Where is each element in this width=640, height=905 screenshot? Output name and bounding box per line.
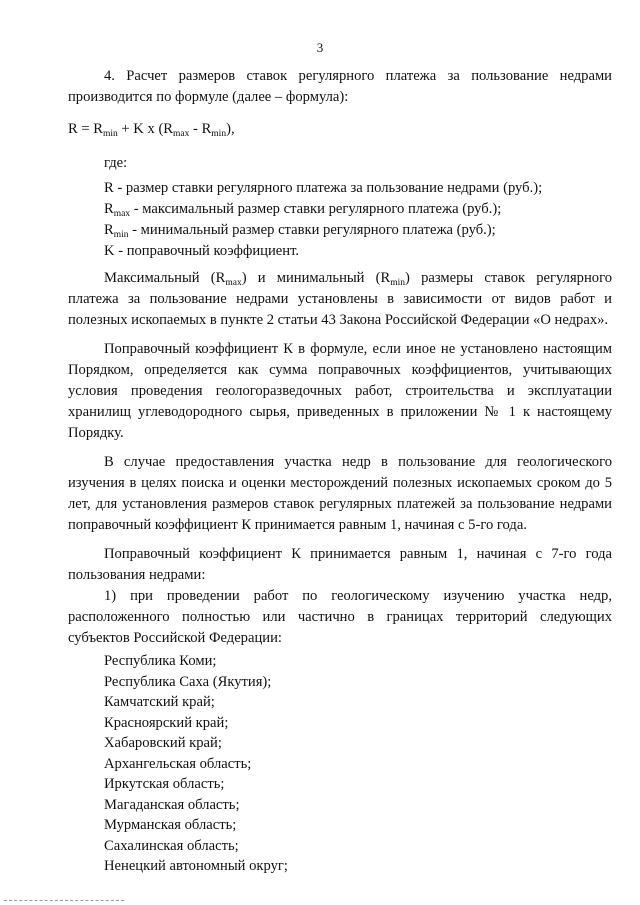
definition-text: - максимальный размер ставки регулярного платежа (руб.); [130, 201, 502, 217]
region-item: Хабаровский край; [104, 735, 222, 751]
regions-list [68, 651, 612, 877]
definition-sub: min [113, 230, 129, 240]
paragraph-max-min-part-1: Максимальный (R [104, 270, 226, 286]
formula-min-sub-2: min [211, 129, 227, 139]
document-body [68, 66, 612, 877]
region-item: Камчатский край; [104, 694, 215, 710]
region-item: Ненецкий автономный округ; [104, 858, 288, 874]
paragraph-seventh-year: Поправочный коэффициент К принимается равным 1, начиная с 7-го года пользования недрами: [68, 546, 612, 583]
formula-minus: - R [189, 121, 212, 137]
definition-symbol: R [104, 222, 114, 238]
paragraph-max-min-sub-1: max [225, 278, 242, 288]
definition-symbol: R [104, 180, 114, 196]
definition-rmax [68, 199, 612, 220]
formula-max-sub: max [173, 129, 190, 139]
region-item: Архангельская область; [104, 755, 252, 772]
paragraph-max-min [68, 268, 612, 331]
region-item: Иркутская область; [104, 776, 225, 792]
definition-text: - размер ставки регулярного платежа за пользование недрами (руб.); [113, 180, 543, 196]
region-item: Магаданская область; [104, 796, 240, 813]
formula [68, 119, 612, 140]
paragraph-geology: В случае предоставления участка недр в пользование для геологического изучения в целях поиска и оценки месторождений полезных ископаемых сроком до 5 лет, для установления размеров ставок регулярных платежей за пользование недрами поправочный коэффициент К принимается равным 1, начиная с 5-го года. [68, 454, 612, 533]
where-label: где: [104, 155, 128, 171]
paragraph-coefficient: Поправочный коэффициент К в формуле, если иное не установлено настоящим Порядком, определяется как сумма поправочных коэффициентов, учитывающих условия проведения геологоразведочных работ, строительства и эксплуатации хранилищ углеводородного сырья, приведенных в приложении № 1 к настоящему Порядку. [68, 341, 612, 441]
definition-k [68, 241, 612, 262]
scan-edge-marks [4, 896, 124, 901]
definition-symbol: R [104, 201, 114, 217]
definition-text: - поправочный коэффициент. [114, 243, 299, 259]
region-item: Сахалинская область; [104, 837, 239, 854]
region-item: Красноярский край; [104, 714, 229, 731]
paragraph-max-min-sub-2: min [390, 278, 406, 288]
paragraph-max-min-part-3: ) размеры ставок регулярного платежа за пользование недрами установлены в зависимости от видов работ и полезных ископаемых в пункте 2 статьи 43 Закона Российской Федерации «О недрах». [68, 270, 612, 328]
formula-end: ), [226, 121, 235, 137]
definition-rmin [68, 220, 612, 241]
formula-lhs: R = R [68, 121, 103, 137]
region-item: Республика Коми; [104, 653, 217, 669]
definition-sub: max [113, 209, 131, 219]
definition-symbol: K [104, 243, 115, 259]
paragraph-item-1: 1) при проведении работ по геологическому изучению участка недр, расположенного полностью или частично в границах территорий следующих субъектов Российской Федерации: [68, 588, 612, 646]
paragraph-4-line-1: 4. Расчет размеров ставок регулярного платежа за пользование недрами [104, 68, 612, 84]
paragraph-4-line-2: производится по формуле (далее – формула): [68, 89, 349, 105]
formula-min-sub: min [103, 129, 118, 139]
formula-mid: + K x (R [117, 121, 174, 137]
region-item: Республика Саха (Якутия); [104, 673, 272, 690]
definition-text: - минимальный размер ставки регулярного платежа (руб.); [128, 222, 496, 238]
definitions-list [68, 178, 612, 262]
region-item: Мурманская область; [104, 817, 237, 833]
definition-r [68, 178, 612, 199]
paragraph-max-min-part-2: ) и минимальный (R [241, 270, 391, 286]
page-number: 3 [316, 40, 324, 55]
